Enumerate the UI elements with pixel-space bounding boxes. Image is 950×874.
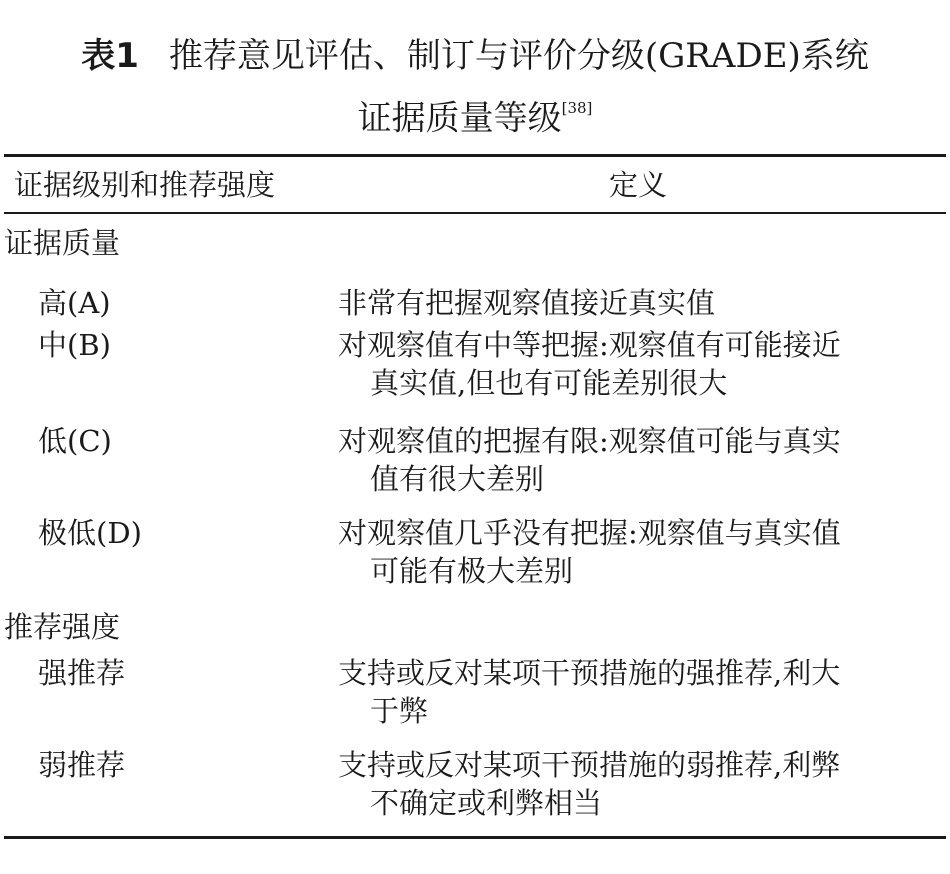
caption-line-1	[0, 28, 950, 84]
header-level: 证据级别和推荐强度	[14, 168, 276, 202]
row-definition-cont: 值有很大差别	[370, 462, 545, 496]
row-level: 高(A)	[38, 286, 111, 320]
section-title-recommendation: 推荐强度	[4, 610, 121, 644]
row-level: 低(C)	[38, 424, 112, 458]
row-definition: 对观察值的把握有限:观察值可能与真实	[338, 424, 841, 458]
caption-line-2	[0, 84, 950, 146]
row-definition-cont: 可能有极大差别	[370, 554, 574, 588]
row-definition: 支持或反对某项干预措施的强推荐,利大	[338, 656, 841, 690]
row-definition-cont: 于弊	[370, 694, 429, 728]
table-caption	[0, 28, 950, 146]
row-definition: 对观察值几乎没有把握:观察值与真实值	[338, 516, 841, 550]
row-definition: 对观察值有中等把握:观察值有可能接近	[338, 328, 841, 362]
row-level: 极低(D)	[38, 516, 142, 550]
bottom-rule	[4, 836, 946, 839]
row-definition-cont: 不确定或利弊相当	[370, 786, 603, 820]
row-level: 中(B)	[38, 328, 111, 362]
row-level: 强推荐	[38, 656, 126, 690]
header-rule	[4, 212, 946, 214]
header-definition: 定义	[608, 168, 667, 202]
row-definition: 非常有把握观察值接近真实值	[338, 286, 716, 320]
row-definition-cont: 真实值,但也有可能差别很大	[370, 366, 728, 400]
row-definition: 支持或反对某项干预措施的弱推荐,利弊	[338, 748, 841, 782]
table-label: 表1	[81, 36, 139, 76]
top-rule	[4, 154, 946, 157]
citation-ref: [38]	[561, 99, 593, 117]
section-title-evidence: 证据质量	[4, 226, 121, 260]
table-title: 推荐意见评估、制订与评价分级(GRADE)系统	[168, 36, 869, 76]
table-title-line2: 证据质量等级	[357, 98, 562, 139]
row-level: 弱推荐	[38, 748, 126, 782]
